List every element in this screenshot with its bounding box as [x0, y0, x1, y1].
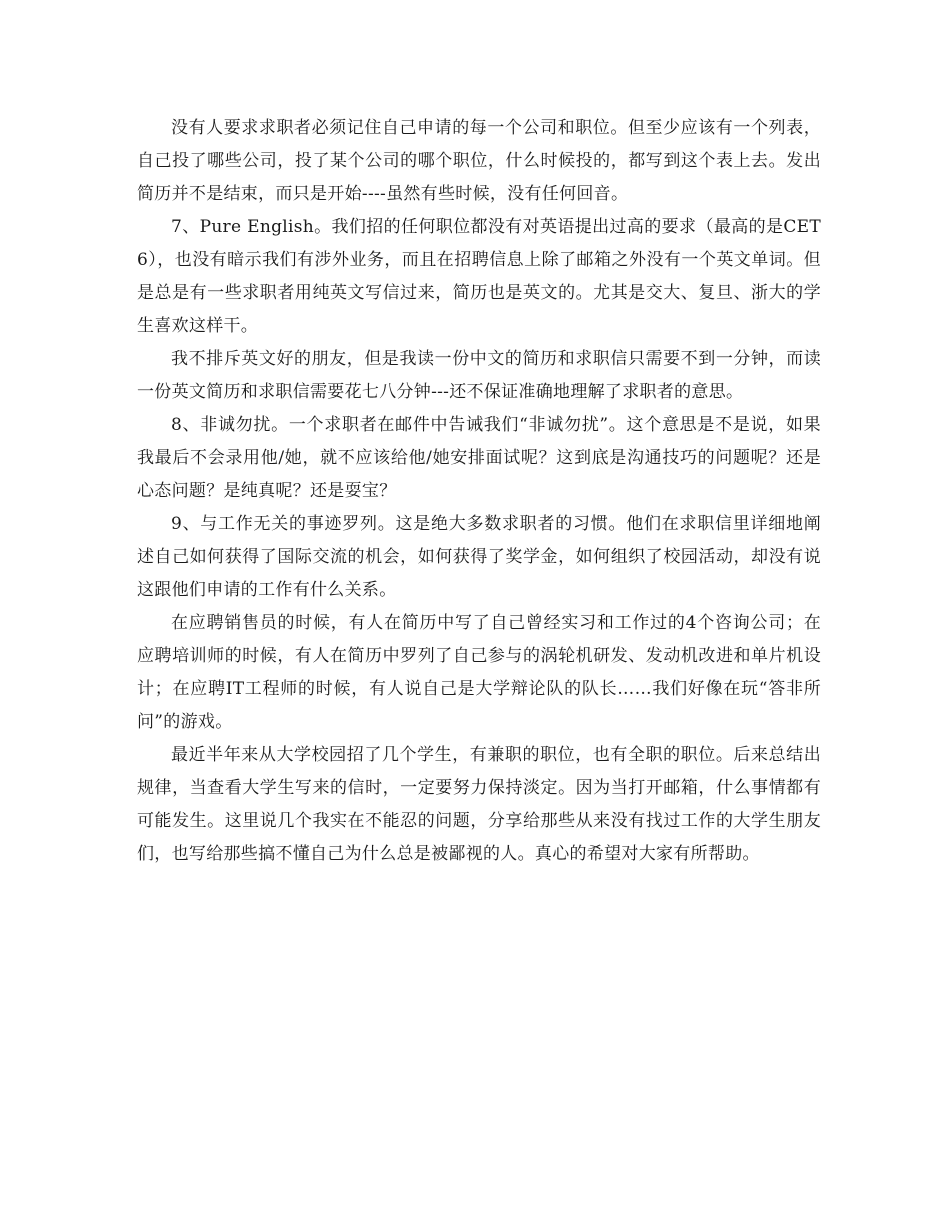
paragraph-application-list: 没有人要求求职者必须记住自己申请的每一个公司和职位。但至少应该有一个列表，自己投了哪些公司，投了某个公司的哪个职位，什么时候投的，都写到这个表上去。发出简历并不是结束，而只是开始----虽然有些时候，没有任何回音。 — [137, 118, 821, 204]
document-body — [137, 112, 821, 871]
paragraph-english-reading-time: 我不排斥英文好的朋友，但是我读一份中文的简历和求职信只需要不到一分钟，而读一份英文简历和求职信需要花七八分钟---还不保证准确地理解了求职者的意思。 — [137, 349, 821, 402]
paragraph-irrelevant-achievements: 9、与工作无关的事迹罗列。这是绝大多数求职者的习惯。他们在求职信里详细地阐述自己如何获得了国际交流的机会，如何获得了奖学金，如何组织了校园活动，却没有说这跟他们申请的工作有什么关系。 — [137, 514, 821, 600]
paragraph-summary: 最近半年来从大学校园招了几个学生，有兼职的职位，也有全职的职位。后来总结出规律，当查看大学生写来的信时，一定要努力保持淡定。因为当打开邮箱，什么事情都有可能发生。这里说几个我实在不能忍的问题，分享给那些从来没有找过工作的大学生朋友们，也写给那些搞不懂自己为什么总是被鄙视的人。真心的希望对大家有所帮助。 — [137, 745, 821, 864]
paragraph-examples: 在应聘销售员的时候，有人在简历中写了自己曾经实习和工作过的4个咨询公司；在应聘培训师的时候，有人在简历中罗列了自己参与的涡轮机研发、发动机改进和单片机设计；在应聘IT工程师的时候，有人说自己是大学辩论队的队长……我们好像在玩“答非所问”的游戏。 — [137, 613, 821, 732]
paragraph-pure-english: 7、Pure English。我们招的任何职位都没有对英语提出过高的要求（最高的是CET6），也没有暗示我们有涉外业务，而且在招聘信息上除了邮箱之外没有一个英文单词。但是总是有一些求职者用纯英文写信过来，简历也是英文的。尤其是交大、复旦、浙大的学生喜欢这样干。 — [137, 217, 821, 336]
paragraph-feichengwurao: 8、非诚勿扰。一个求职者在邮件中告诫我们“非诚勿扰”。这个意思是不是说，如果我最后不会录用他/她，就不应该给他/她安排面试呢？这到底是沟通技巧的问题呢？还是心态问题？是纯真呢？还是耍宝？ — [137, 415, 821, 501]
